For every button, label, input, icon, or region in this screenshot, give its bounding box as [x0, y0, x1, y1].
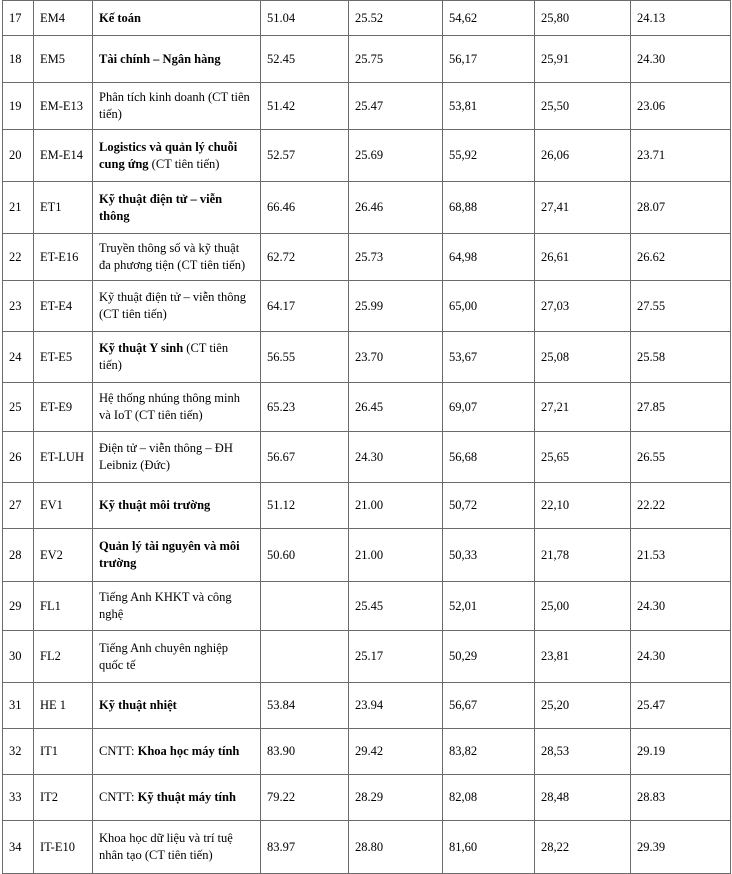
score-col-4: 25,65	[535, 432, 631, 483]
score-col-5: 27.55	[631, 281, 731, 332]
program-name-text: CNTT:	[99, 744, 138, 758]
table-row	[3, 821, 731, 874]
score-col-3: 69,07	[443, 383, 535, 432]
score-col-3: 54,62	[443, 1, 535, 36]
score-col-4: 22,10	[535, 483, 631, 529]
row-number: 25	[3, 383, 34, 432]
score-col-3: 83,82	[443, 729, 535, 775]
score-col-5: 23.71	[631, 130, 731, 182]
score-col-3: 53,81	[443, 83, 535, 130]
row-number: 22	[3, 234, 34, 281]
table-row	[3, 36, 731, 83]
score-col-2: 24.30	[349, 432, 443, 483]
table-body	[3, 1, 731, 874]
score-col-3: 50,33	[443, 529, 535, 582]
program-name-bold: Kỹ thuật điện tử – viễn thông	[99, 191, 223, 223]
score-col-3: 52,01	[443, 582, 535, 631]
score-col-2: 25.45	[349, 582, 443, 631]
score-col-5: 21.53	[631, 529, 731, 582]
score-col-3: 82,08	[443, 775, 535, 821]
row-number: 32	[3, 729, 34, 775]
score-col-1: 65.23	[261, 383, 349, 432]
row-number: 30	[3, 631, 34, 683]
score-col-5: 26.55	[631, 432, 731, 483]
score-col-4: 27,41	[535, 182, 631, 234]
score-col-1	[261, 631, 349, 683]
program-name-text: (CT tiên tiến)	[99, 341, 229, 372]
score-col-1: 62.72	[261, 234, 349, 281]
program-code: IT1	[34, 729, 93, 775]
table-row	[3, 281, 731, 332]
score-col-2: 23.94	[349, 683, 443, 729]
score-col-4: 25,00	[535, 582, 631, 631]
program-code: ET-LUH	[34, 432, 93, 483]
score-col-1: 83.90	[261, 729, 349, 775]
table-row	[3, 432, 731, 483]
program-code: ET1	[34, 182, 93, 234]
program-name-text: Kỹ thuật điện tử – viễn thông (CT tiên tiến)	[99, 290, 247, 321]
table-row	[3, 83, 731, 130]
program-name-bold: Quản lý tài nguyên và môi trường	[99, 539, 240, 570]
row-number: 29	[3, 582, 34, 631]
program-code: EM5	[34, 36, 93, 83]
score-col-2: 25.73	[349, 234, 443, 281]
program-name	[93, 182, 261, 234]
program-code: FL2	[34, 631, 93, 683]
score-col-5: 28.83	[631, 775, 731, 821]
program-code: EV1	[34, 483, 93, 529]
row-number: 33	[3, 775, 34, 821]
program-name	[93, 683, 261, 729]
score-col-2: 25.47	[349, 83, 443, 130]
score-col-2: 25.75	[349, 36, 443, 83]
row-number: 27	[3, 483, 34, 529]
table-row	[3, 775, 731, 821]
program-name	[93, 1, 261, 36]
score-col-4: 25,91	[535, 36, 631, 83]
score-col-1: 66.46	[261, 182, 349, 234]
score-col-1: 51.12	[261, 483, 349, 529]
table-row	[3, 582, 731, 631]
program-name	[93, 582, 261, 631]
program-name-bold: Kỹ thuật nhiệt	[99, 698, 177, 712]
program-name-bold: Tài chính – Ngân hàng	[99, 51, 221, 66]
score-col-3: 64,98	[443, 234, 535, 281]
score-col-1: 51.42	[261, 83, 349, 130]
program-name-text: Tiếng Anh KHKT và công nghệ	[99, 590, 232, 621]
program-name-bold: Kỹ thuật môi trường	[99, 498, 211, 512]
program-name	[93, 529, 261, 582]
program-name-text: Hệ thống nhúng thông minh và IoT (CT tiên tiến)	[99, 391, 240, 422]
score-col-5: 24.30	[631, 582, 731, 631]
score-col-4: 26,06	[535, 130, 631, 182]
program-name-text: Truyền thông số và kỹ thuật đa phương tiện (CT tiên tiến)	[99, 241, 246, 272]
program-name	[93, 234, 261, 281]
program-name	[93, 483, 261, 529]
score-col-2: 26.45	[349, 383, 443, 432]
program-name	[93, 383, 261, 432]
score-col-3: 50,72	[443, 483, 535, 529]
score-col-5: 24.30	[631, 631, 731, 683]
score-col-1: 56.55	[261, 332, 349, 383]
program-code: ET-E5	[34, 332, 93, 383]
program-name	[93, 631, 261, 683]
score-col-2: 28.29	[349, 775, 443, 821]
program-name	[93, 332, 261, 383]
score-col-4: 27,21	[535, 383, 631, 432]
row-number: 18	[3, 36, 34, 83]
program-code: FL1	[34, 582, 93, 631]
program-name-bold: Kỹ thuật máy tính	[137, 790, 236, 804]
program-name-text: CNTT:	[99, 790, 138, 804]
score-col-5: 29.39	[631, 821, 731, 874]
score-col-2: 29.42	[349, 729, 443, 775]
program-code: ET-E16	[34, 234, 93, 281]
table-row	[3, 683, 731, 729]
table-row	[3, 234, 731, 281]
score-col-2: 25.52	[349, 1, 443, 36]
program-name	[93, 281, 261, 332]
score-col-4: 28,48	[535, 775, 631, 821]
program-code: HE 1	[34, 683, 93, 729]
program-name-text: (CT tiên tiến)	[148, 156, 220, 171]
table-row	[3, 529, 731, 582]
row-number: 24	[3, 332, 34, 383]
score-col-5: 26.62	[631, 234, 731, 281]
score-col-5: 25.47	[631, 683, 731, 729]
score-col-1: 53.84	[261, 683, 349, 729]
score-col-3: 68,88	[443, 182, 535, 234]
program-name	[93, 432, 261, 483]
score-col-5: 24.13	[631, 1, 731, 36]
score-col-3: 65,00	[443, 281, 535, 332]
score-col-5: 25.58	[631, 332, 731, 383]
score-col-3: 55,92	[443, 130, 535, 182]
table-row	[3, 631, 731, 683]
score-col-3: 56,68	[443, 432, 535, 483]
program-name	[93, 729, 261, 775]
score-col-1: 50.60	[261, 529, 349, 582]
row-number: 23	[3, 281, 34, 332]
score-col-3: 56,17	[443, 36, 535, 83]
row-number: 20	[3, 130, 34, 182]
score-col-1: 56.67	[261, 432, 349, 483]
score-col-4: 28,22	[535, 821, 631, 874]
program-name	[93, 36, 261, 83]
score-col-2: 21.00	[349, 483, 443, 529]
score-col-5: 29.19	[631, 729, 731, 775]
program-code: EM-E13	[34, 83, 93, 130]
score-col-4: 25,80	[535, 1, 631, 36]
score-col-4: 26,61	[535, 234, 631, 281]
score-col-5: 24.30	[631, 36, 731, 83]
program-code: IT2	[34, 775, 93, 821]
score-col-4: 25,20	[535, 683, 631, 729]
table-row	[3, 332, 731, 383]
row-number: 21	[3, 182, 34, 234]
program-code: EM-E14	[34, 130, 93, 182]
score-col-1: 64.17	[261, 281, 349, 332]
program-code: ET-E9	[34, 383, 93, 432]
score-col-5: 23.06	[631, 83, 731, 130]
score-col-4: 25,08	[535, 332, 631, 383]
row-number: 31	[3, 683, 34, 729]
table-row	[3, 483, 731, 529]
table-row	[3, 1, 731, 36]
score-col-1: 83.97	[261, 821, 349, 874]
score-col-2: 21.00	[349, 529, 443, 582]
table-row	[3, 182, 731, 234]
score-col-2: 23.70	[349, 332, 443, 383]
program-name-bold: Kế toán	[99, 10, 142, 25]
program-name-text: Tiếng Anh chuyên nghiệp quốc tế	[99, 640, 229, 672]
program-name-bold: Logistics và quản lý chuỗi cung ứng	[99, 139, 238, 171]
score-col-2: 26.46	[349, 182, 443, 234]
score-col-3: 50,29	[443, 631, 535, 683]
score-col-2: 25.99	[349, 281, 443, 332]
program-name-text: Phân tích kinh doanh (CT tiên tiến)	[99, 90, 250, 121]
table-row	[3, 729, 731, 775]
table-row	[3, 130, 731, 182]
program-code: IT-E10	[34, 821, 93, 874]
score-col-2: 28.80	[349, 821, 443, 874]
score-col-5: 28.07	[631, 182, 731, 234]
score-col-1: 52.45	[261, 36, 349, 83]
program-name-text: Khoa học dữ liệu và trí tuệ nhân tạo (CT tiên tiến)	[99, 831, 233, 862]
score-col-3: 81,60	[443, 821, 535, 874]
score-col-4: 28,53	[535, 729, 631, 775]
program-code: ET-E4	[34, 281, 93, 332]
program-name-text: Điện tử – viễn thông – ĐH Leibniz (Đức)	[99, 441, 233, 472]
score-col-4: 25,50	[535, 83, 631, 130]
score-col-3: 56,67	[443, 683, 535, 729]
program-name-bold: Kỹ thuật Y sinh	[99, 341, 184, 355]
row-number: 19	[3, 83, 34, 130]
score-col-1: 52.57	[261, 130, 349, 182]
row-number: 28	[3, 529, 34, 582]
row-number: 17	[3, 1, 34, 36]
program-name	[93, 83, 261, 130]
score-col-4: 23,81	[535, 631, 631, 683]
admission-scores-table	[2, 0, 731, 874]
score-col-1: 51.04	[261, 1, 349, 36]
score-col-5: 27.85	[631, 383, 731, 432]
program-code: EV2	[34, 529, 93, 582]
row-number: 34	[3, 821, 34, 874]
row-number: 26	[3, 432, 34, 483]
program-name	[93, 775, 261, 821]
score-col-1	[261, 582, 349, 631]
program-name-bold: Khoa học máy tính	[137, 744, 240, 758]
score-col-3: 53,67	[443, 332, 535, 383]
score-col-1: 79.22	[261, 775, 349, 821]
score-col-2: 25.17	[349, 631, 443, 683]
program-code: EM4	[34, 1, 93, 36]
score-col-2: 25.69	[349, 130, 443, 182]
score-col-4: 27,03	[535, 281, 631, 332]
table-row	[3, 383, 731, 432]
program-name	[93, 130, 261, 182]
score-col-5: 22.22	[631, 483, 731, 529]
program-name	[93, 821, 261, 874]
score-col-4: 21,78	[535, 529, 631, 582]
